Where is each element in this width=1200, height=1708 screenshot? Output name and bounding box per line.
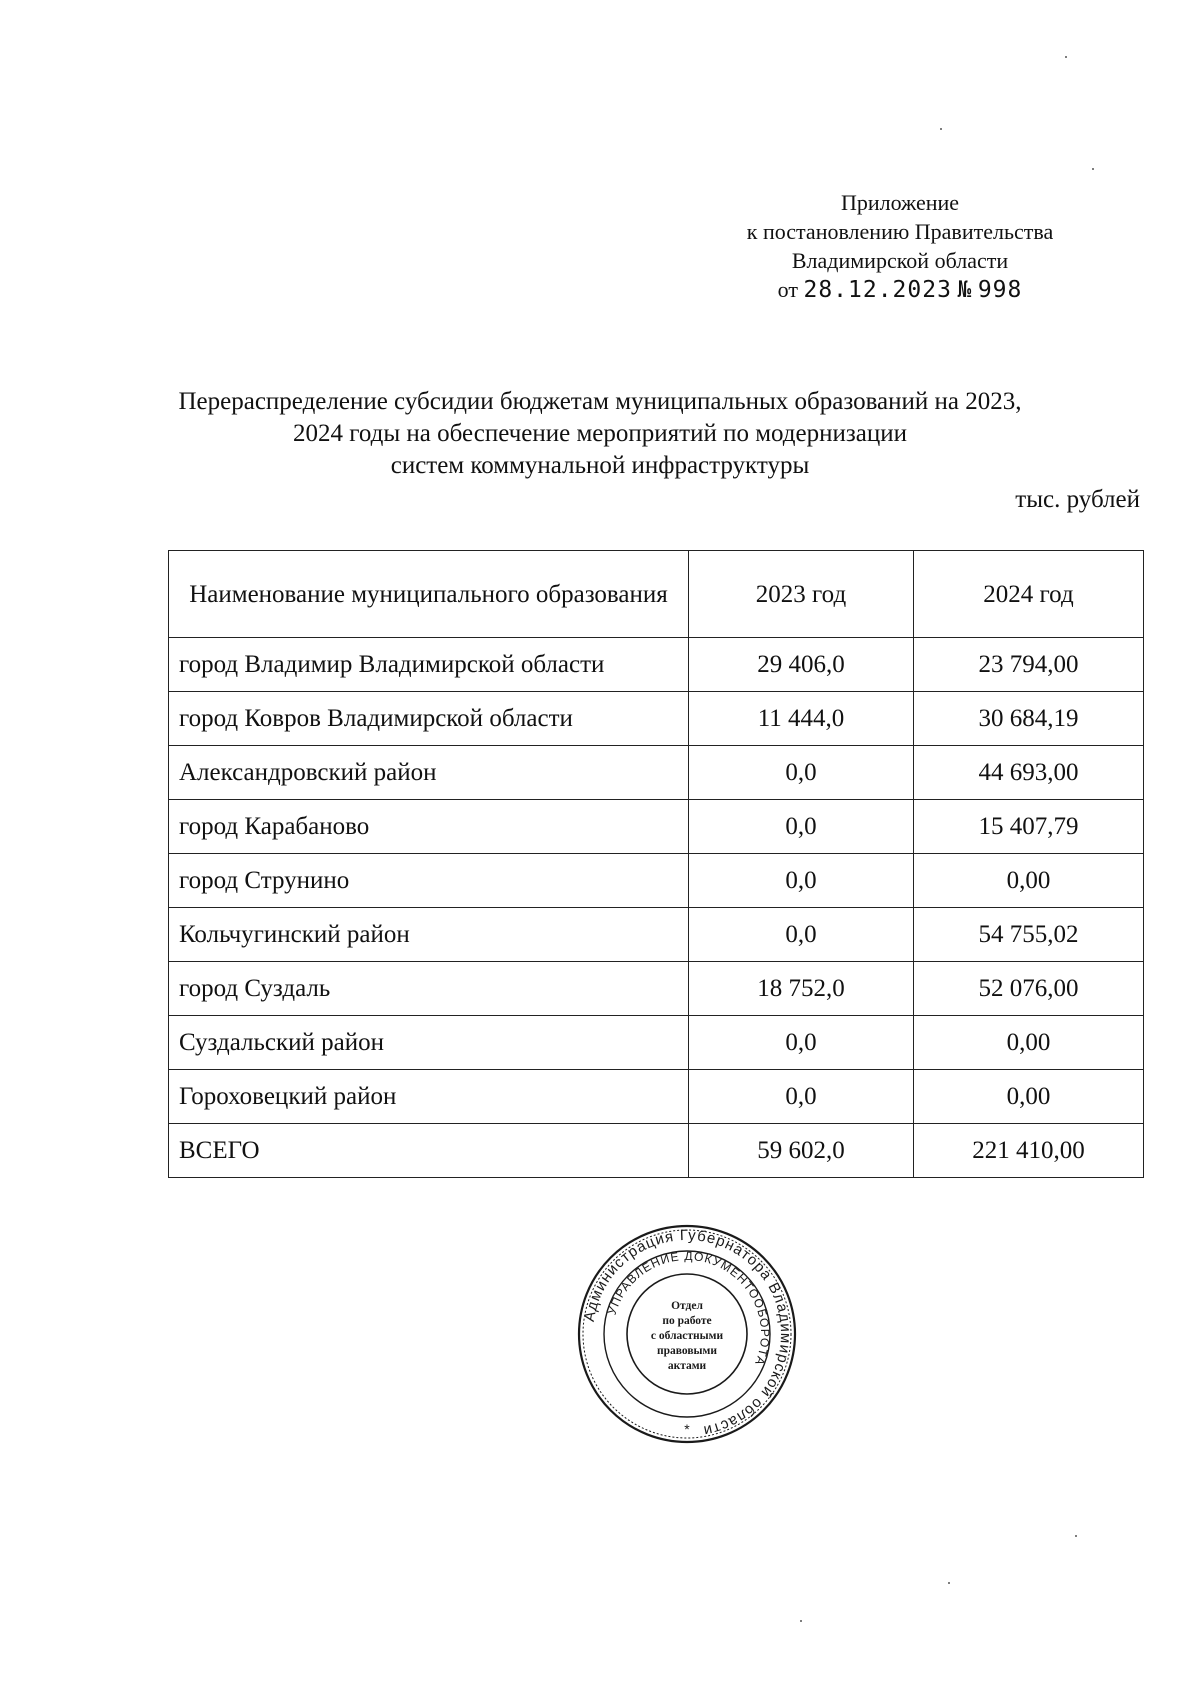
resolution-number: 998: [977, 277, 1023, 303]
cell-2024: 52 076,00: [914, 962, 1144, 1016]
cell-municipality: Суздальский район: [169, 1016, 689, 1070]
title-line-3: систем коммунальной инфраструктуры: [390, 452, 810, 479]
table-row: [169, 1016, 1144, 1070]
cell-2024: 0,00: [914, 1016, 1144, 1070]
cell-municipality: Александровский район: [169, 746, 689, 800]
appendix-line-2: к постановлению Правительства: [746, 219, 1054, 244]
cell-municipality: Гороховецкий район: [169, 1070, 689, 1124]
seal-center-line: Отдел: [671, 1300, 703, 1312]
table-row: [169, 962, 1144, 1016]
seal-center-text: [651, 1300, 724, 1372]
cell-2023: 0,0: [689, 1016, 914, 1070]
seal-center-line: актами: [667, 1360, 707, 1372]
table-row: [169, 638, 1144, 692]
date-prefix: от: [777, 277, 798, 302]
cell-2024: 15 407,79: [914, 800, 1144, 854]
header-municipality: Наименование муниципального образования: [169, 551, 689, 638]
scan-speck: [800, 1620, 802, 1622]
scan-speck: [940, 128, 942, 130]
appendix-header: [700, 188, 1100, 305]
cell-municipality: Кольчугинский район: [169, 908, 689, 962]
total-2024: 221 410,00: [914, 1124, 1144, 1178]
appendix-line-3: Владимирской области: [791, 248, 1009, 273]
number-sign: №: [957, 277, 973, 303]
cell-municipality: город Суздаль: [169, 962, 689, 1016]
resolution-date: 28.12.2023: [803, 277, 952, 303]
cell-2024: 23 794,00: [914, 638, 1144, 692]
cell-2023: 0,0: [689, 908, 914, 962]
header-2024: 2024 год: [914, 551, 1144, 638]
table-row: [169, 1070, 1144, 1124]
cell-2024: 0,00: [914, 854, 1144, 908]
seal-inner-text: УПРАВЛЕНИЕ ДОКУМЕНТООБОРОТА: [604, 1248, 773, 1368]
scan-speck: [1075, 1535, 1077, 1537]
document-title: [150, 386, 1050, 482]
appendix-date-line: [700, 275, 1100, 305]
total-2023: 59 602,0: [689, 1124, 914, 1178]
scan-speck: [1065, 56, 1067, 58]
scan-speck: [948, 1582, 950, 1584]
table-row: [169, 746, 1144, 800]
title-line-2: 2024 годы на обеспечение мероприятий по модернизации: [292, 420, 907, 447]
header-2023: 2023 год: [689, 551, 914, 638]
subsidy-table: [168, 550, 1144, 1178]
seal-star-icon: *: [684, 1421, 690, 1437]
total-label: ВСЕГО: [169, 1124, 689, 1178]
cell-municipality: город Владимир Владимирской области: [169, 638, 689, 692]
cell-2024: 54 755,02: [914, 908, 1144, 962]
table-row: [169, 692, 1144, 746]
cell-2023: 0,0: [689, 854, 914, 908]
cell-2023: 0,0: [689, 746, 914, 800]
cell-municipality: город Струнино: [169, 854, 689, 908]
table-row: [169, 854, 1144, 908]
seal-center-line: с областными: [650, 1330, 724, 1342]
cell-2023: 11 444,0: [689, 692, 914, 746]
seal-center-line: правовыми: [656, 1345, 718, 1357]
cell-2024: 0,00: [914, 1070, 1144, 1124]
scan-speck: [1092, 168, 1094, 170]
cell-2024: 44 693,00: [914, 746, 1144, 800]
total-row: [169, 1124, 1144, 1178]
table-header-row: [169, 551, 1144, 638]
official-seal: [577, 1224, 797, 1444]
appendix-line-1: Приложение: [840, 190, 960, 215]
table-row: [169, 800, 1144, 854]
cell-municipality: город Карабаново: [169, 800, 689, 854]
cell-2023: 0,0: [689, 1070, 914, 1124]
seal-center-line: по работе: [662, 1315, 712, 1327]
cell-2023: 0,0: [689, 800, 914, 854]
cell-municipality: город Ковров Владимирской области: [169, 692, 689, 746]
seal-outer-text: Администрация Губернатора Владимирской области: [580, 1226, 795, 1440]
title-line-1: Перераспределение субсидии бюджетам муниципальных образований на 2023,: [178, 388, 1022, 415]
units-label: тыс. рублей: [1015, 486, 1140, 513]
cell-2023: 18 752,0: [689, 962, 914, 1016]
cell-2024: 30 684,19: [914, 692, 1144, 746]
table-row: [169, 908, 1144, 962]
cell-2023: 29 406,0: [689, 638, 914, 692]
